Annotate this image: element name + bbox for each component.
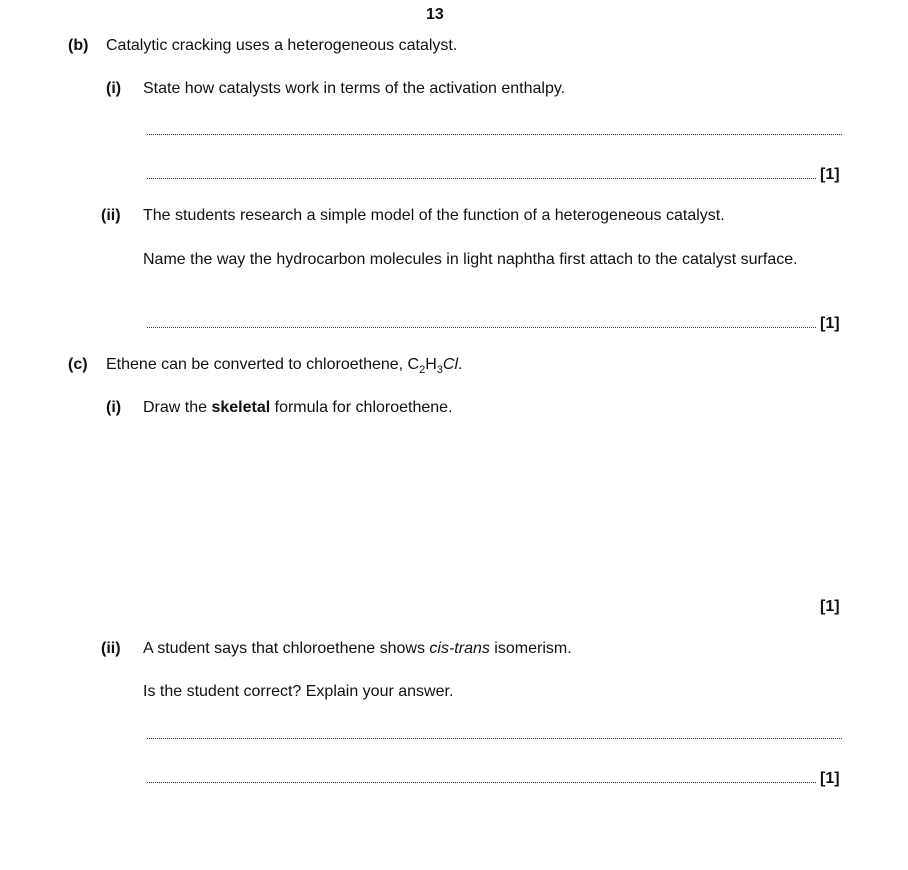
part-c-text: Ethene can be converted to chloroethene, xyxy=(106,356,408,373)
part-c-i-text-before: Draw the xyxy=(143,399,212,416)
drawing-area[interactable] xyxy=(143,425,843,590)
part-b-i-label: (i) xyxy=(106,80,122,97)
part-c-label: (c) xyxy=(68,356,88,373)
part-b-text: Catalytic cracking uses a heterogeneous catalyst. xyxy=(106,37,458,54)
mark-b-ii: [1] xyxy=(820,315,840,332)
formula-end: . xyxy=(458,356,463,373)
answer-line-c-ii-2[interactable] xyxy=(147,782,816,783)
page-number: 13 xyxy=(426,6,444,23)
part-b-ii-label: (ii) xyxy=(101,207,121,224)
part-c-ii-text-before: A student says that chloroethene shows xyxy=(143,640,430,657)
part-c-text-line xyxy=(106,355,462,375)
part-c-i-text-after: formula for chloroethene. xyxy=(270,399,453,416)
part-b-ii-question: Name the way the hydrocarbon molecules in light naphtha first attach to the catalyst surface. xyxy=(143,251,798,268)
part-c-ii-text-italic: cis-trans xyxy=(429,640,490,657)
formula-h-sub: 3 xyxy=(436,364,443,376)
mark-c-ii: [1] xyxy=(820,770,840,787)
part-b-ii-text: The students research a simple model of the function of a heterogeneous catalyst. xyxy=(143,207,725,224)
part-c-ii-label: (ii) xyxy=(101,640,121,657)
part-c-i-label: (i) xyxy=(106,399,122,416)
answer-line-b-i-1[interactable] xyxy=(147,134,842,135)
mark-c-i: [1] xyxy=(820,598,840,615)
formula-c-sub: 2 xyxy=(419,364,426,376)
part-c-i-text xyxy=(143,398,453,418)
answer-line-c-ii-1[interactable] xyxy=(147,738,842,739)
part-c-i-text-bold: skeletal xyxy=(211,399,271,416)
answer-line-b-i-2[interactable] xyxy=(147,178,816,179)
formula-cl: Cl xyxy=(442,356,459,373)
mark-b-i: [1] xyxy=(820,166,840,183)
formula-h: H xyxy=(425,356,437,373)
part-c-ii-text-after: isomerism. xyxy=(489,640,572,657)
part-c-ii-question: Is the student correct? Explain your answer. xyxy=(143,683,454,700)
answer-line-b-ii[interactable] xyxy=(147,327,816,328)
part-c-ii-text xyxy=(143,639,572,659)
part-b-i-text: State how catalysts work in terms of the activation enthalpy. xyxy=(143,80,566,97)
part-b-label: (b) xyxy=(68,37,89,54)
formula-c: C xyxy=(407,356,420,373)
chloroethene-formula xyxy=(407,356,463,376)
